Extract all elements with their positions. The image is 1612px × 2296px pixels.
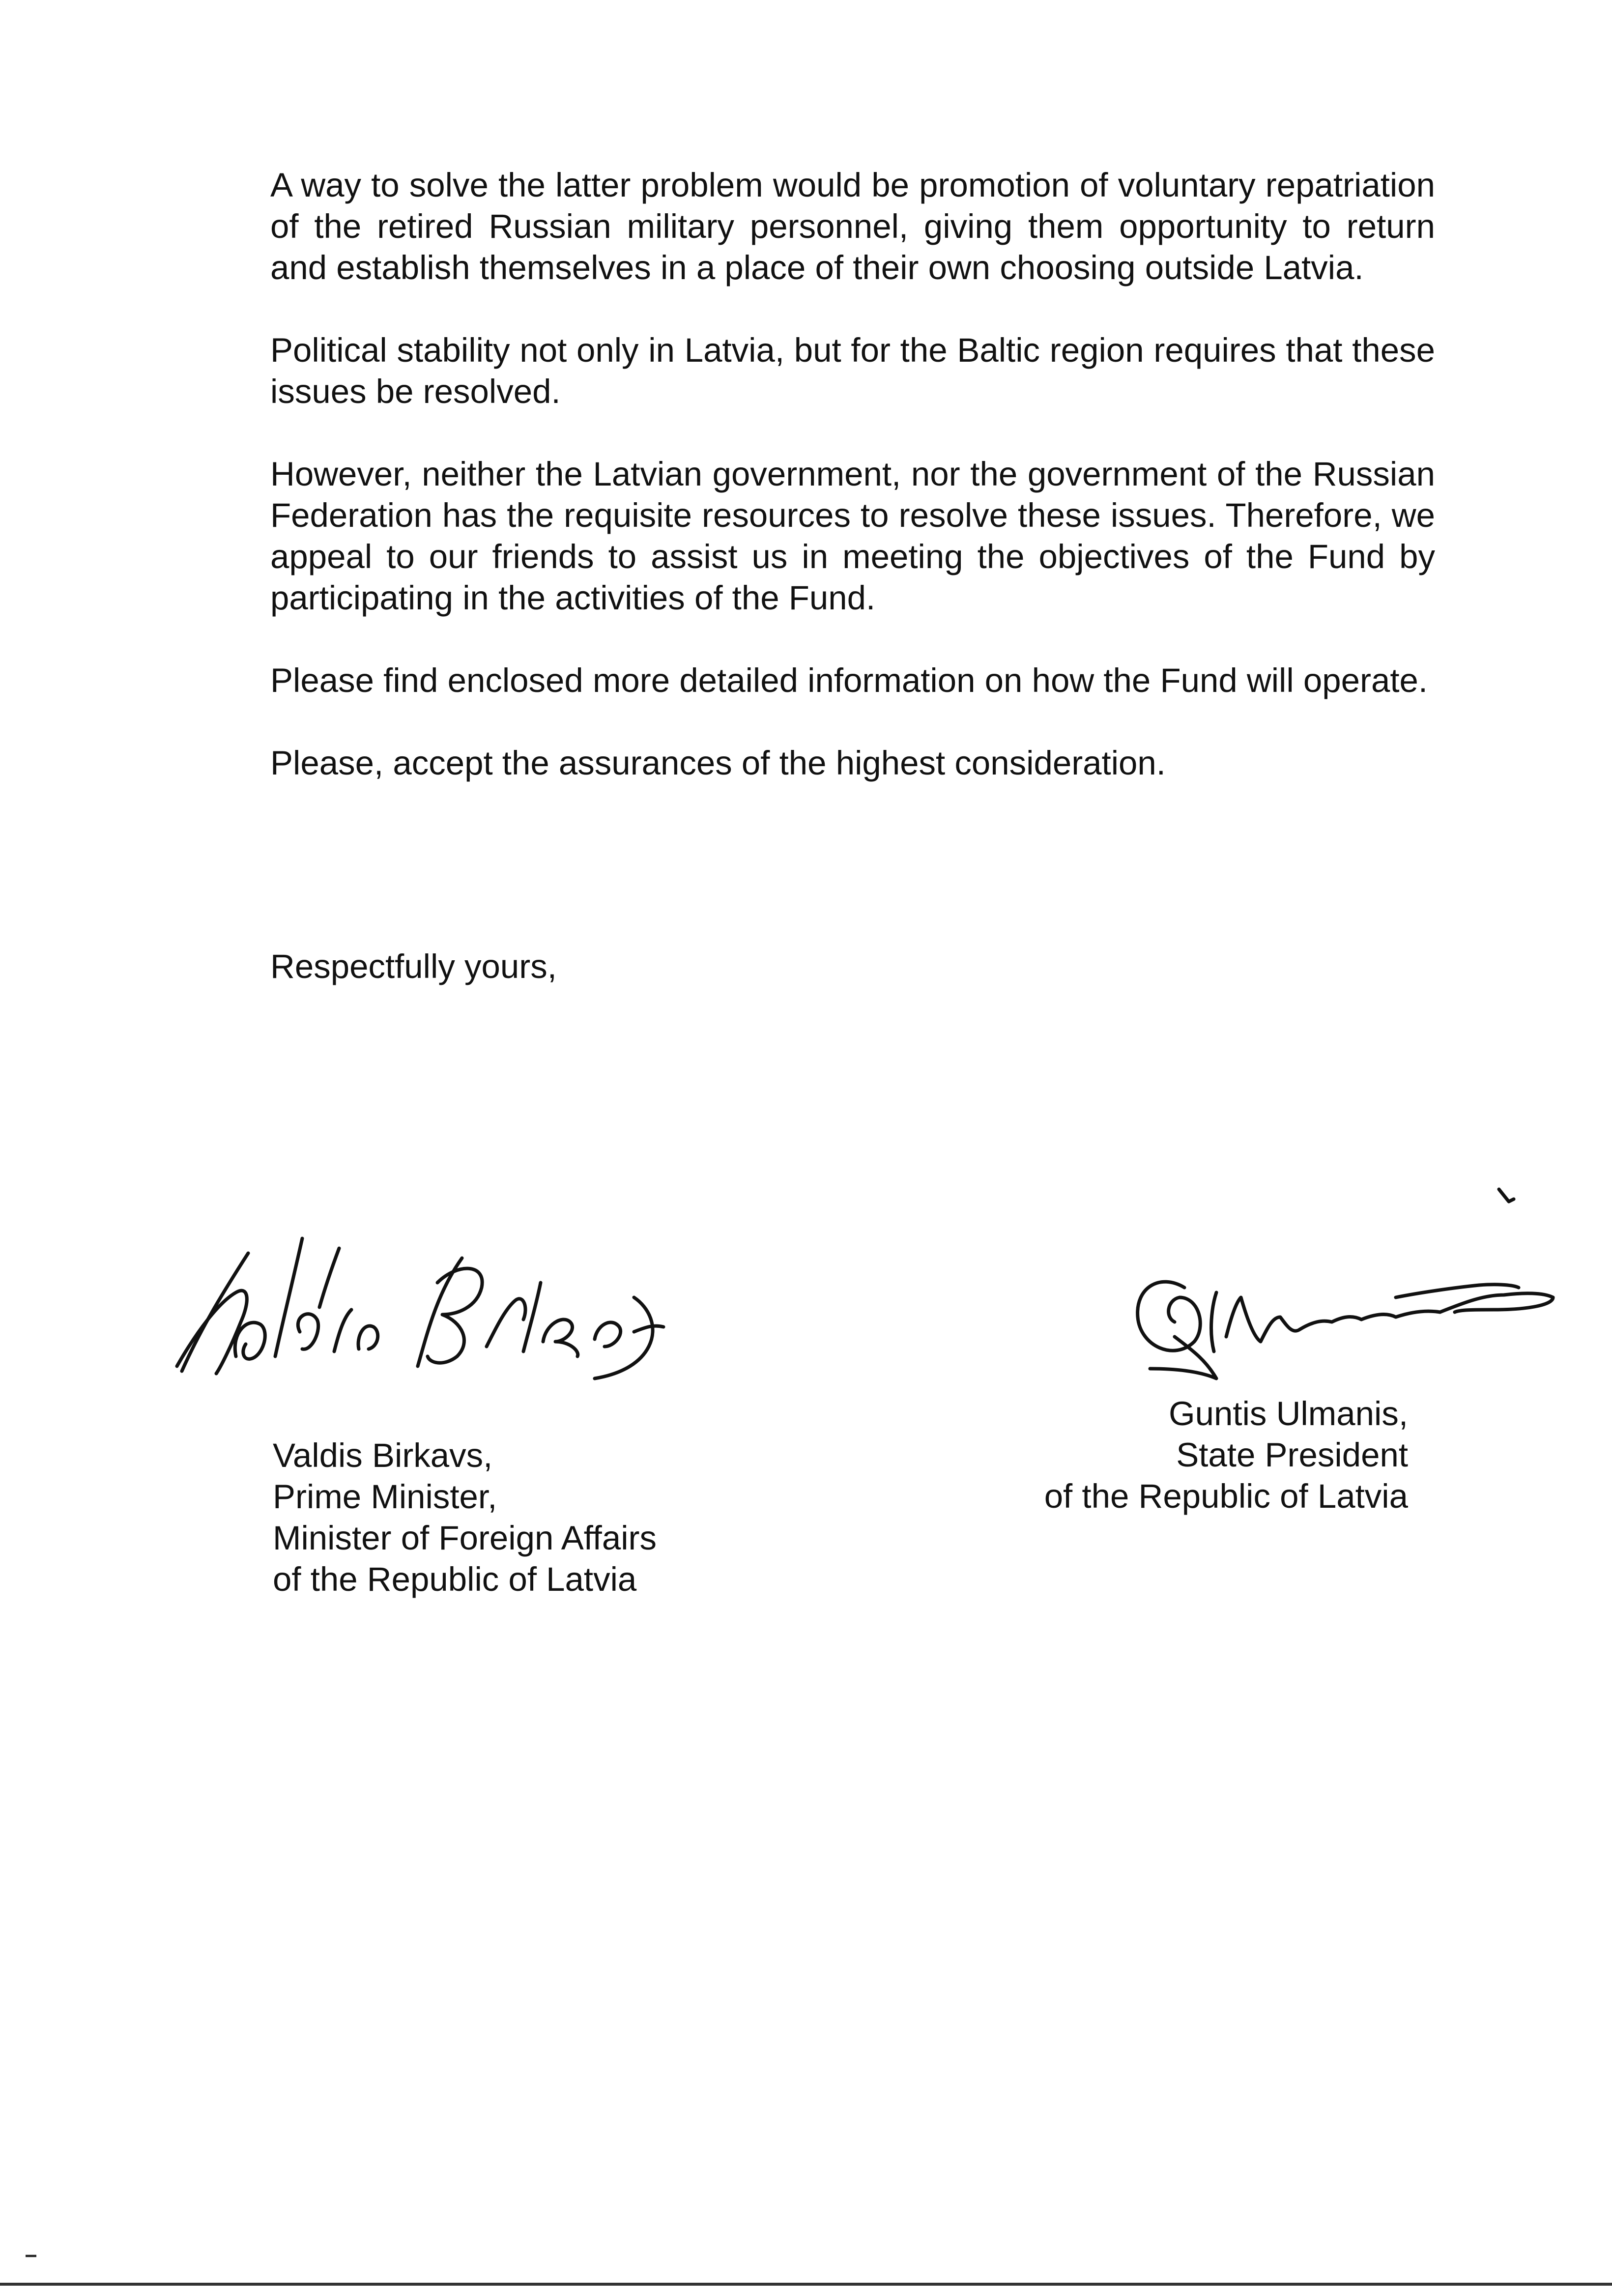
paragraph-resources: However, neither the Latvian government, nor the government of the Russian Federation has the requisite resources to resolve these issues. Therefore, we appeal to our friends to assist us in meeting the objectives of the Fund by participating in the activities of the Fund.	[270, 455, 1435, 617]
signatory-name: Valdis Birkavs,	[273, 1436, 493, 1474]
letter-body	[270, 165, 1435, 825]
signatory-title: of the Republic of Latvia	[1044, 1477, 1408, 1515]
paragraph-enclosed-info: Please find enclosed more detailed information on how the Fund will operate.	[270, 661, 1428, 699]
signatory-birkavs	[273, 1435, 657, 1600]
signatory-ulmanis	[1044, 1393, 1408, 1517]
paragraph-stability: Political stability not only in Latvia, but for the Baltic region requires that these issues be resolved.	[270, 331, 1435, 410]
signature-birkavs	[162, 1209, 703, 1386]
signatory-title: State President	[1176, 1436, 1408, 1474]
scan-mark	[26, 2255, 36, 2257]
paragraph-assurances: Please, accept the assurances of the highest consideration.	[270, 744, 1166, 782]
signatory-title: Prime Minister,	[273, 1478, 497, 1516]
signatory-name: Guntis Ulmanis,	[1169, 1395, 1408, 1433]
signatory-title: of the Republic of Latvia	[273, 1560, 637, 1598]
bottom-edge-rule	[0, 2283, 1612, 2286]
signature-ulmanis	[1121, 1175, 1592, 1401]
closing-salutation: Respectfully yours,	[270, 947, 557, 985]
paragraph-repatriation: A way to solve the latter problem would be promotion of voluntary repatriation of the retired Russian military personnel, giving them opportunity to return and establish themselves in a place of their own choosing outside Latvia.	[270, 166, 1435, 287]
signatory-title: Minister of Foreign Affairs	[273, 1519, 657, 1557]
